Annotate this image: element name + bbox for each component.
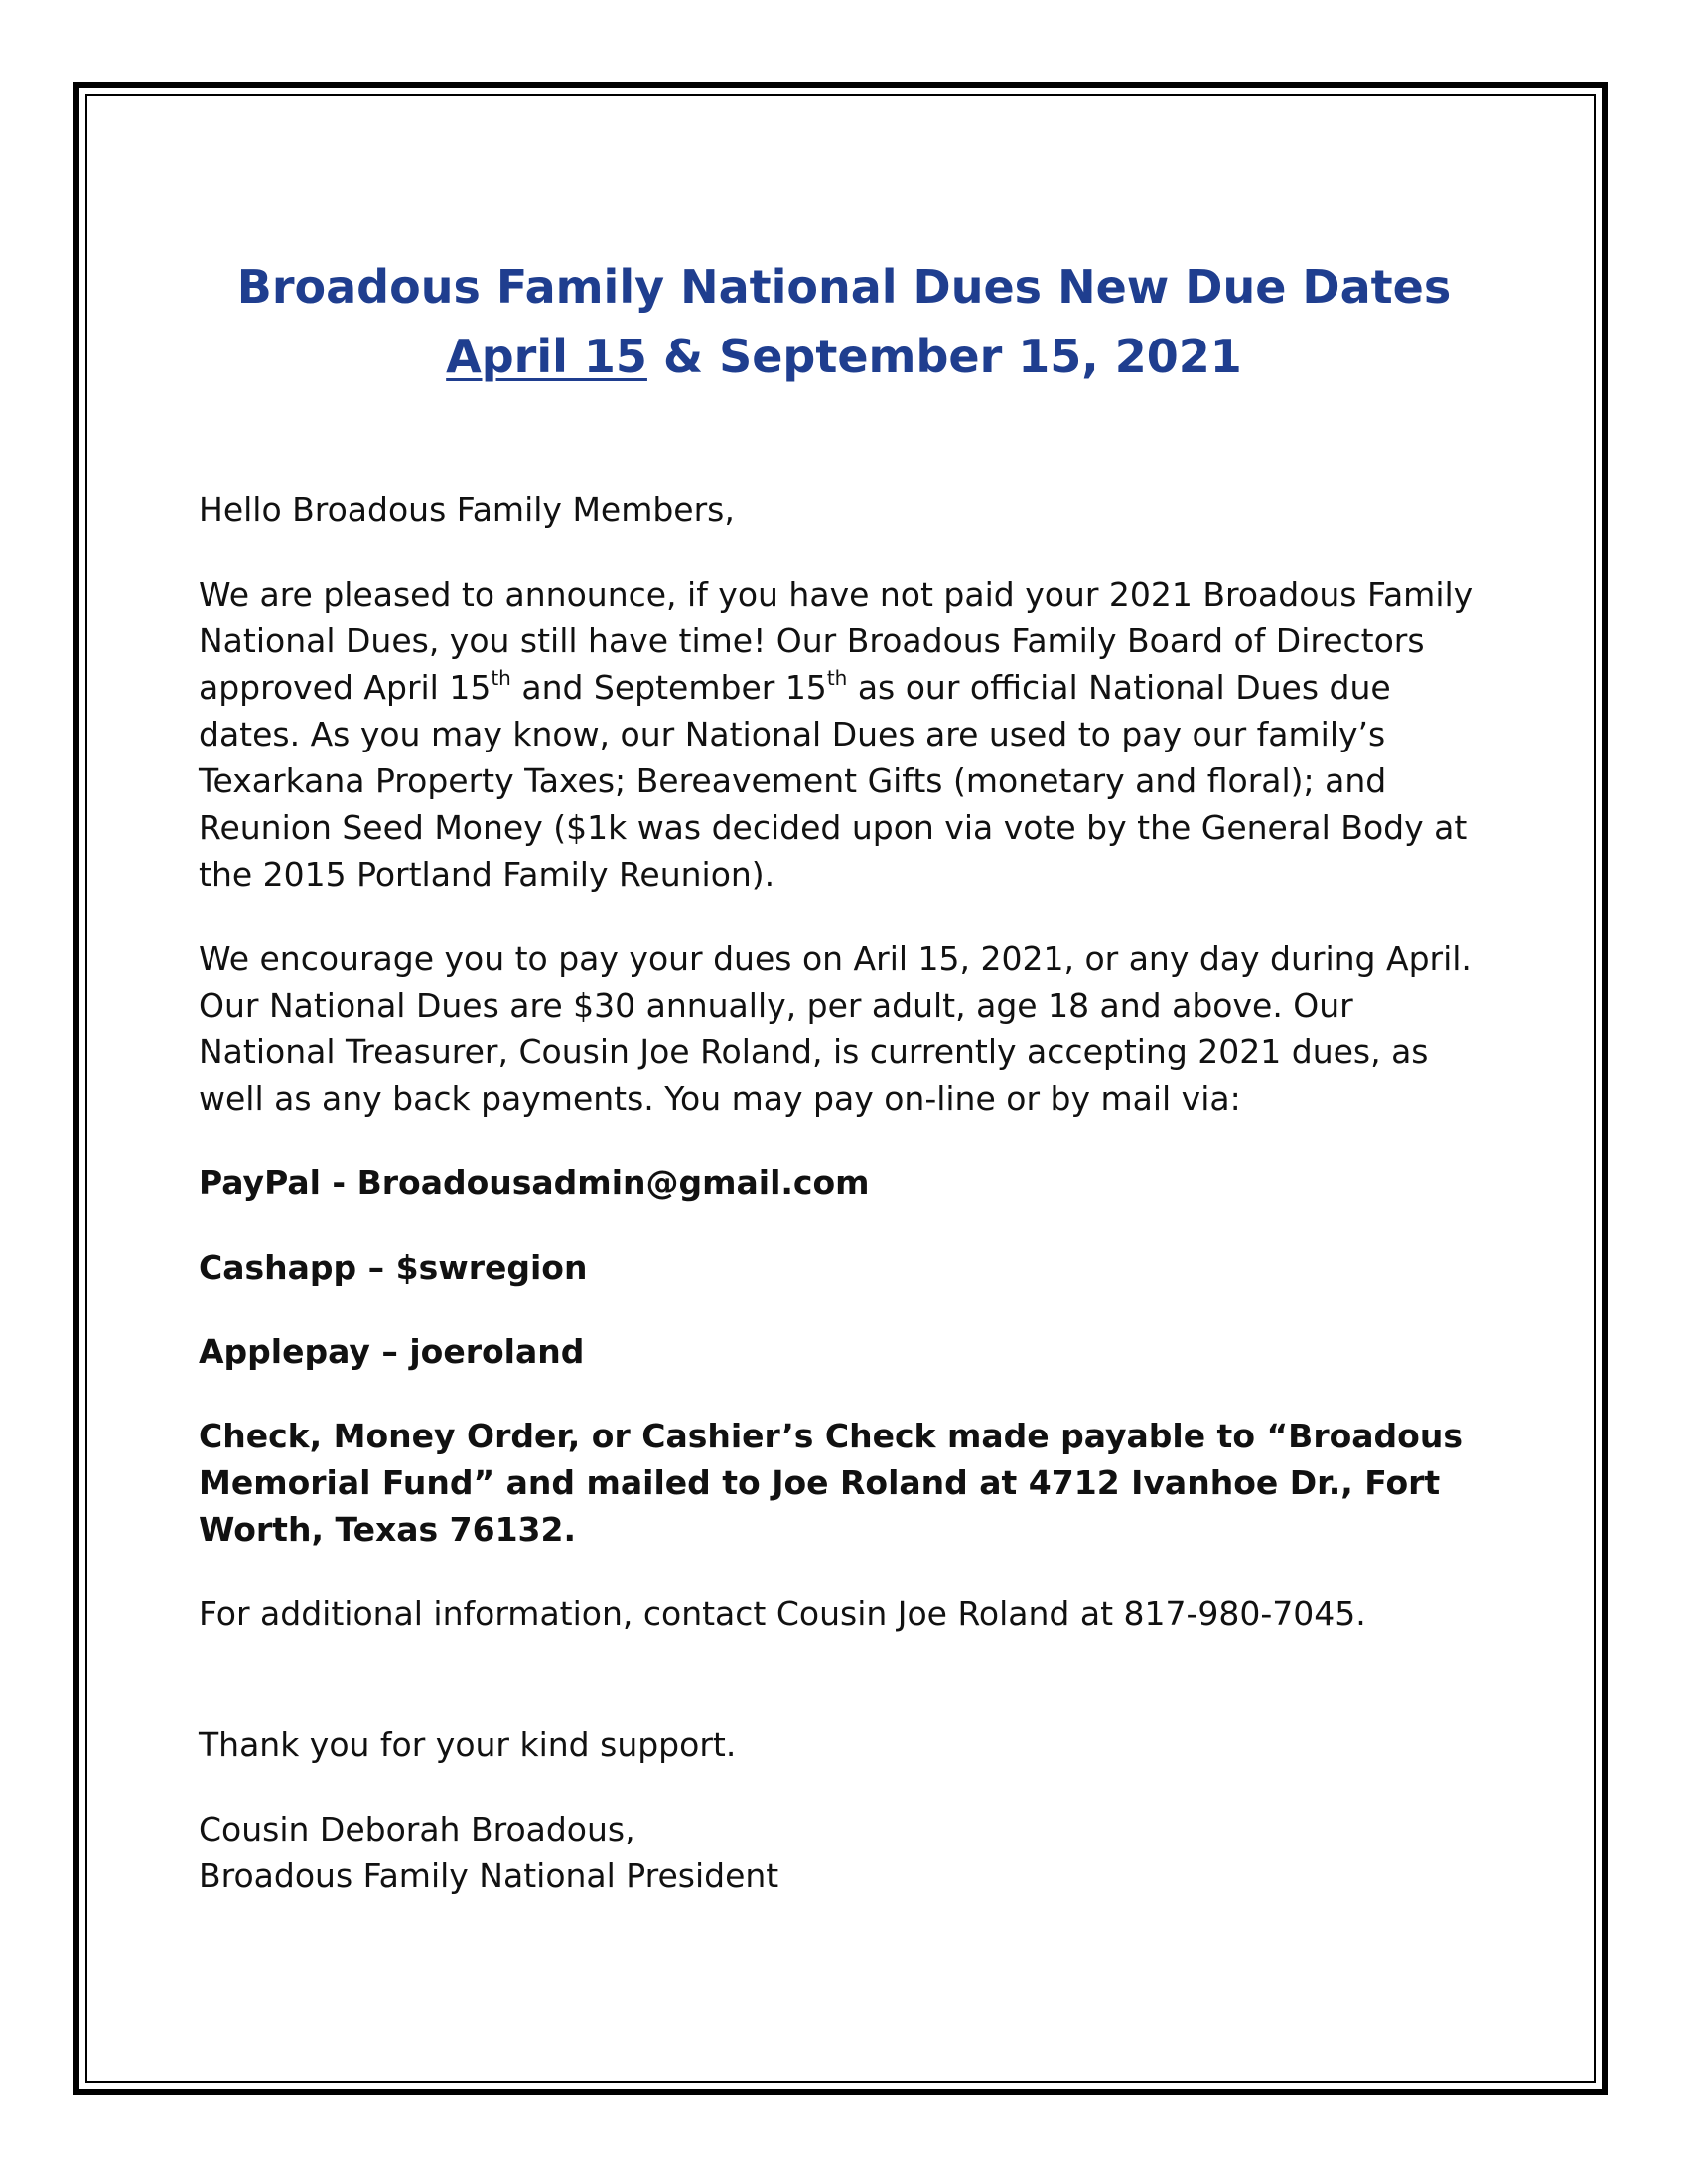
page-subtitle-dates xyxy=(0,322,1688,391)
paragraph-announcement: We are pleased to announce, if you have not paid your 2021 Broadous Family National Dues, you still have time! Our Broadous Family Board of Directors approved April 15th and September 15th as our official National Dues due dates. As you may know, our National Dues are used to pay our family’s Texarkana Property Taxes; Bereavement Gifts (monetary and floral); and Reunion Seed Money ($1k was decided upon via vote by the General Body at the 2015 Portland Family Reunion). xyxy=(199,575,1474,893)
signature-title: Broadous Family National President xyxy=(199,1856,779,1895)
paragraph-encouragement: We encourage you to pay your dues on Aril 15, 2021, or any day during April. Our National Dues are $30 annually, per adult, age 18 and above. Our National Treasurer, Cousin Joe Roland, is currently accepting 2021 dues, as well as any back payments. You may pay on-line or by mail via: xyxy=(199,939,1472,1118)
due-date-september: & September 15, 2021 xyxy=(646,330,1242,383)
payment-check: Check, Money Order, or Cashier’s Check made payable to “Broadous Memorial Fund” and mailed to Joe Roland at 4712 Ivanhoe Dr., Fort Worth, Texas 76132. xyxy=(199,1417,1463,1549)
greeting: Hello Broadous Family Members, xyxy=(199,490,735,529)
page-title: Broadous Family National Dues New Due Dates xyxy=(236,260,1452,314)
thank-you: Thank you for your kind support. xyxy=(199,1725,737,1764)
letter-body xyxy=(199,486,1489,1899)
payment-cashapp: Cashapp – $swregion xyxy=(199,1248,588,1287)
payment-applepay: Applepay – joeroland xyxy=(199,1332,585,1371)
contact-info: For additional information, contact Cousin Joe Roland at 817-980-7045. xyxy=(199,1594,1366,1633)
payment-paypal: PayPal - Broadousadmin@gmail.com xyxy=(199,1163,870,1202)
signature-name: Cousin Deborah Broadous, xyxy=(199,1810,635,1848)
due-date-april: April 15 xyxy=(446,330,647,383)
